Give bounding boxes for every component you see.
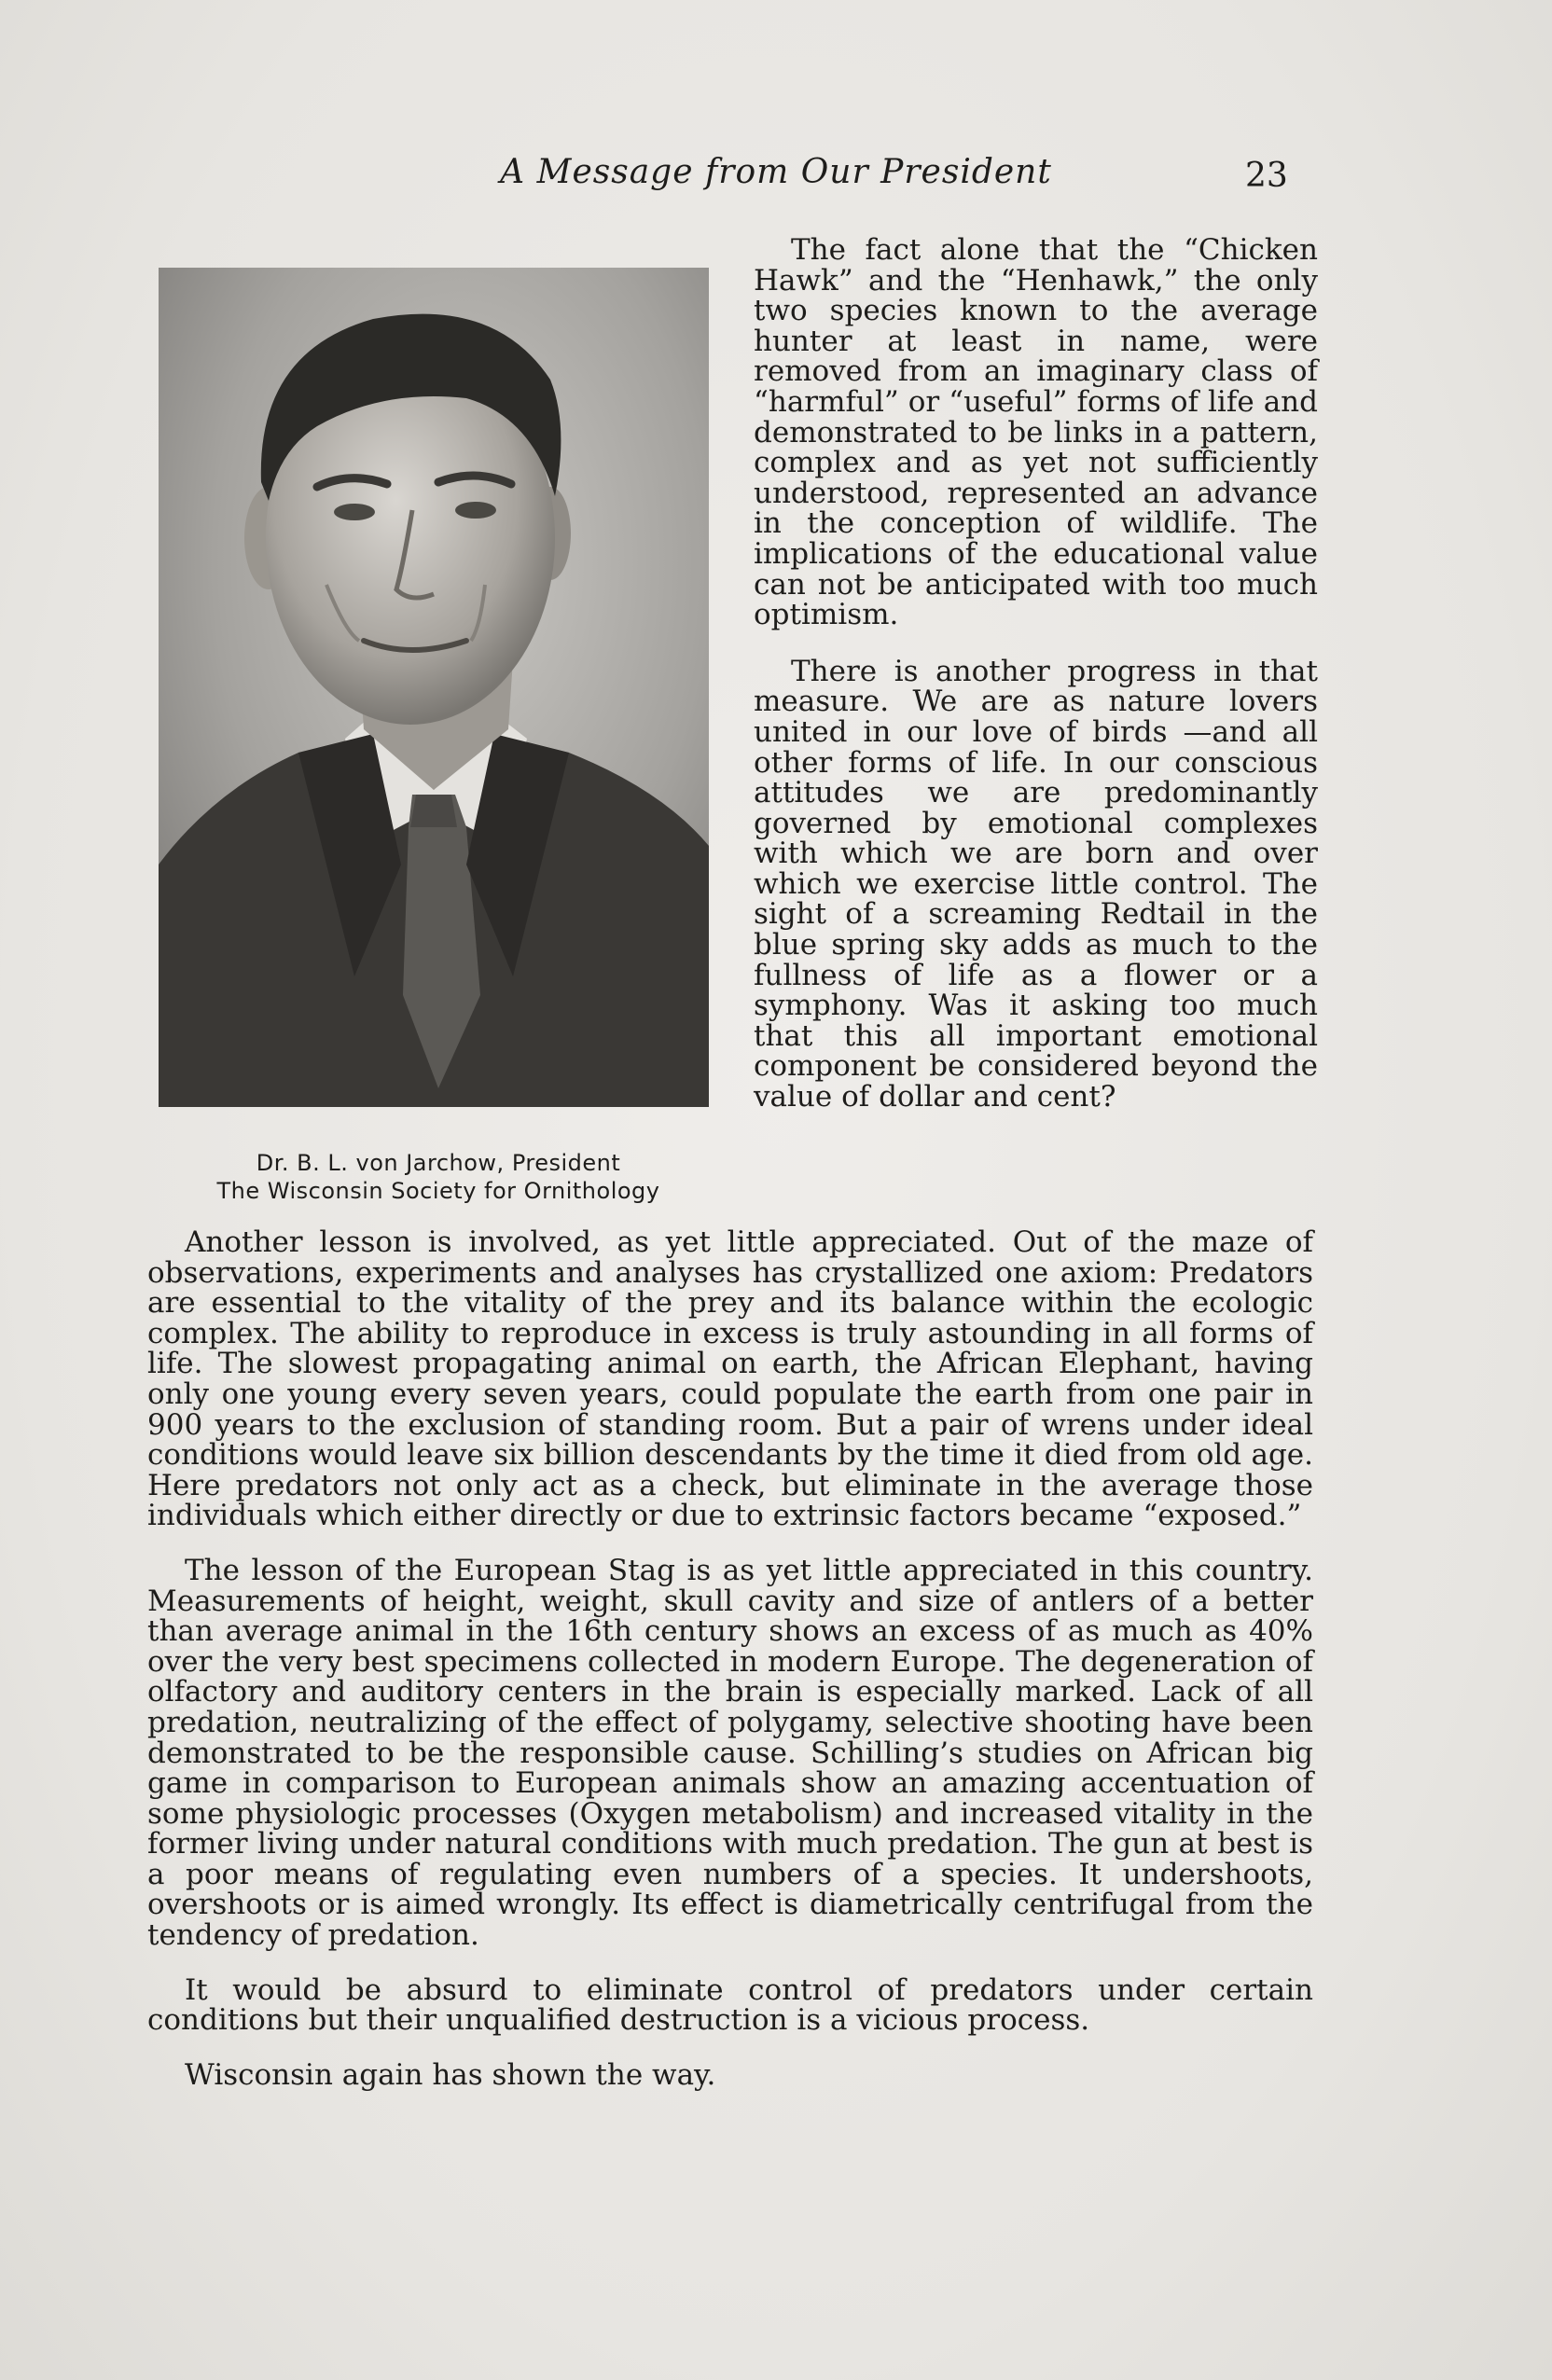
- closing-line: Wisconsin again has shown the way.: [185, 2057, 716, 2092]
- full-width-text: [147, 1227, 1313, 2090]
- portrait-image: [159, 268, 709, 1107]
- paragraph: It would be absurd to eliminate control of predators under certain conditions but their unqualified destruction is a vicious process.: [147, 1972, 1313, 2038]
- portrait-photo: [159, 268, 709, 1107]
- right-column-text: [754, 235, 1318, 1113]
- caption-line-2: The Wisconsin Society for Ornithology: [216, 1178, 660, 1204]
- photo-caption: [140, 1149, 737, 1205]
- paragraph: Another lesson is involved, as yet little appreciated. Out of the maze of observations, experiments and analyses has crystallized one axiom: Predators are essential to the vitality of the prey and its balance within the ecologic complex. The ability to reproduce in excess is truly astounding in all forms of life. The slowest propagating animal on earth, the African Elephant, having only one young every seven years, could populate the earth from one pair in 900 years to the exclusion of standing room. But a pair of wrens under ideal conditions would leave six billion descendants by the time it died from old age. Here predators not only act as a check, but eliminate in the average those individuals which either directly or due to extrinsic factors became “exposed.”: [147, 1225, 1313, 1533]
- caption-line-1: Dr. B. L. von Jarchow, President: [256, 1150, 621, 1176]
- running-header-title: A Message from Our President: [500, 153, 1052, 191]
- page-number: 23: [1245, 157, 1288, 195]
- paragraph: The lesson of the European Stag is as yet little appreciated in this country. Measurements of height, weight, skull cavity and size of antlers of a better than average animal in the 16th century shows an excess of as much as 40% over the very best specimens collected in modern Europe. The degeneration of olfactory and auditory centers in the brain is especially marked. Lack of all predation, neutralizing of the effect of polygamy, selective shooting have been demonstrated to be the responsible cause. Schilling’s studies on African big game in comparison to European animals show an amazing accentuation of some physiologic processes (Oxygen metabolism) and increased vitality in the former living under natural conditions with much predation. The gun at best is a poor means of regulating even numbers of a species. It undershoots, overshoots or is aimed wrongly. Its effect is diametrically centrifugal from the tendency of predation.: [147, 1553, 1313, 1953]
- paragraph: The fact alone that the “Chicken Hawk” and the “Henhawk,” the only two species known to the average hunter at least in name, were removed from an imaginary class of “harmful” or “useful” forms of life and demonstrated to be links in a pattern, complex and as yet not sufficiently understood, represented an advance in the conception of wildlife. The implications of the educational value can not be anticipated with too much optimism.: [754, 233, 1318, 632]
- paragraph: There is another progress in that measure. We are as nature lovers united in our love of birds —and all other forms of life. In our conscious attitudes we are predominantly governed by emotional complexes with which we are born and over which we exercise little control. The sight of a screaming Redtail in the blue spring sky adds as much to the fullness of life as a flower or a symphony. Was it asking too much that this all important emotional component be considered beyond the value of dollar and cent?: [754, 654, 1318, 1114]
